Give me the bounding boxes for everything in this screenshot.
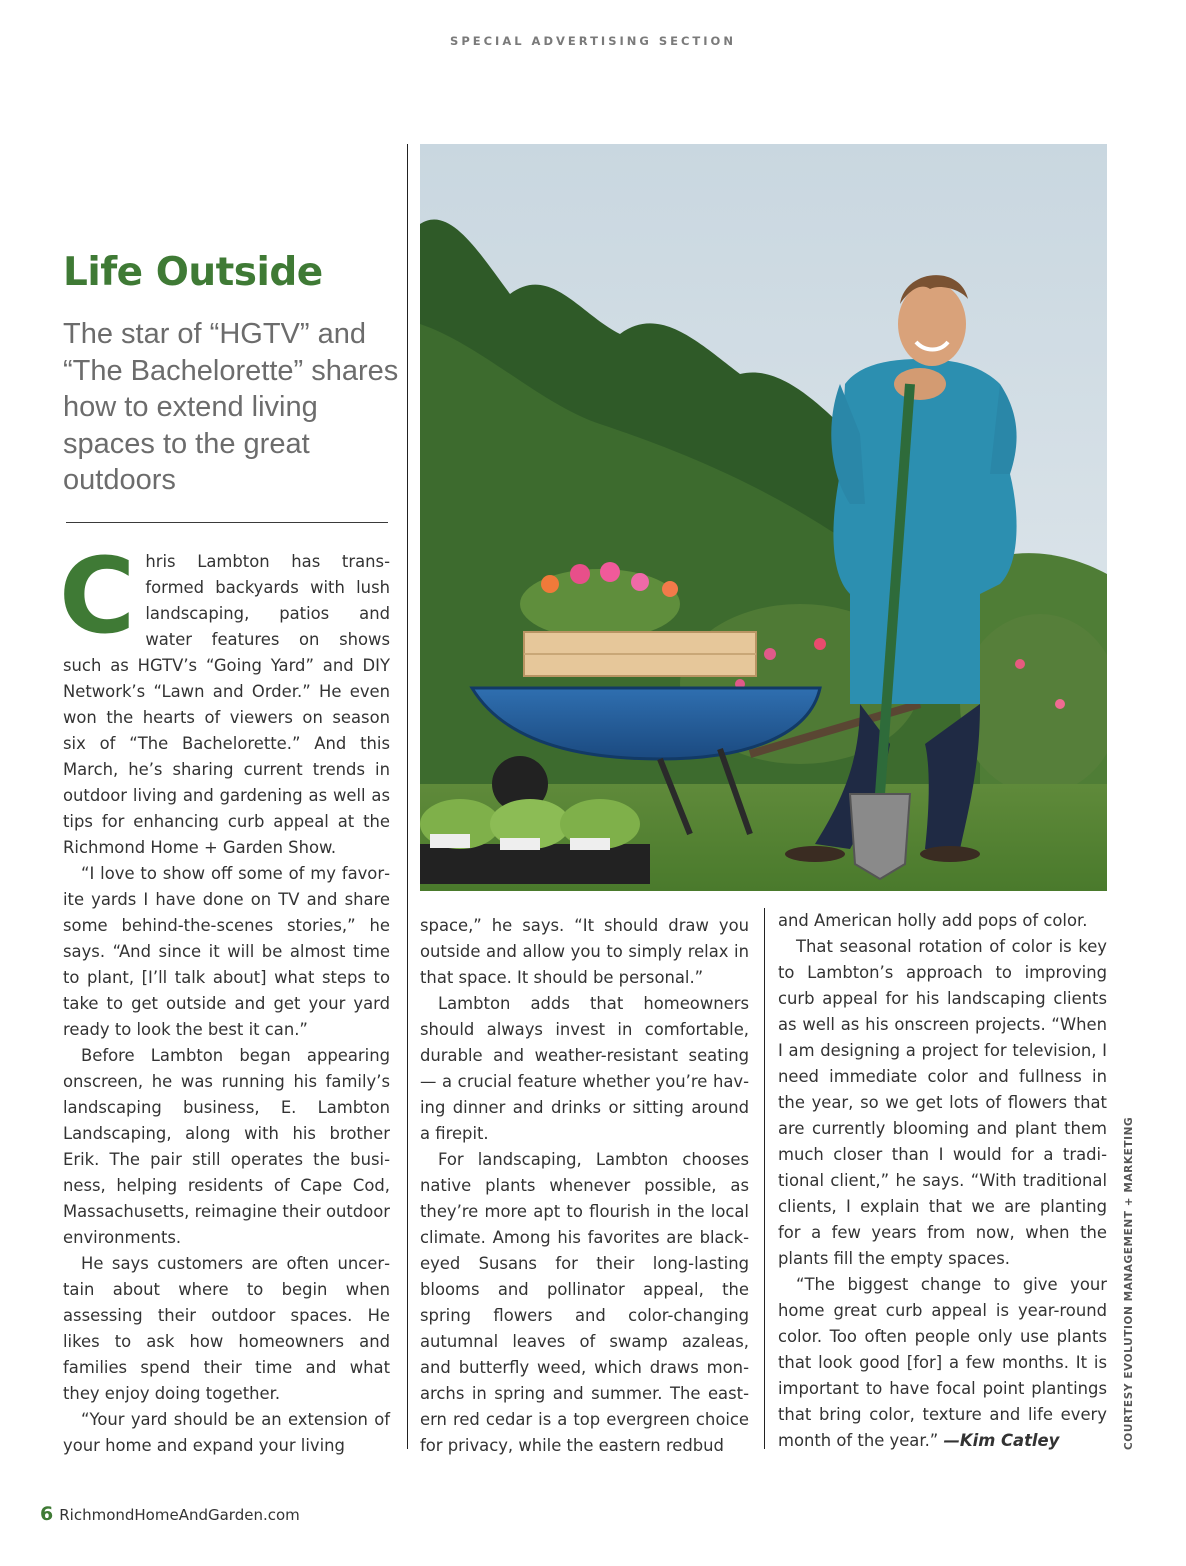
paragraph-text: “The biggest change to give your home great curb appeal is year-round color. Too often people only use plants that look good [for] a few months. It is important to have focal point plantings that bring color, texture and life every month of the year.” [778, 1275, 1107, 1450]
photo-credit: COURTESY EVOLUTION MANAGEMENT + MARKETING [1123, 1116, 1135, 1450]
body-paragraph: That seasonal rotation of color is key to Lambton’s approach to improving curb appeal for his landscaping clients as well as his onscreen projects. “When I am designing a project for television, I need immediate color and fullness in the year, so we get lots of flowers that are currently blooming and plant them much closer than I would for a traditional client,” he says. “With traditional clients, I explain that we are planting for a few years from now, when the plants fill the empty spaces. [778, 937, 1107, 1268]
body-paragraph: and American holly add pops of color. [778, 911, 1088, 930]
body-paragraph: “Your yard should be an extension of your home and expand your living [63, 1410, 390, 1455]
body-column-3 [778, 908, 1107, 1454]
body-paragraph: Before Lambton began appearing onscreen, he was running his family’s landscaping business, E. Lambton Landscaping, along with his brother Erik. The pair still operates the business, helping residents of Cape Cod, Massachusetts, reimagine their outdoor environments. [63, 1046, 390, 1247]
article-deck: The star of “HGTV” and “The Bachelorette” shares how to extend living spaces to the great outdoors [63, 318, 399, 496]
author-byline: —Kim Catley [943, 1431, 1060, 1450]
body-paragraph: space,” he says. “It should draw you outside and allow you to simply relax in that space. It should be personal.” [420, 916, 749, 987]
body-paragraph: For landscaping, Lambton chooses native plants whenever possible, as they’re more apt to flourish in the local climate. Among his favorites are black-eyed Susans for their long-lasting blooms and pollinator appeal, the spring flowers and color-changing autumnal leaves of swamp azaleas, and butterfly weed, which draws monarchs in spring and summer. The eastern red cedar is a top evergreen choice for privacy, while the eastern redbud [420, 1150, 749, 1455]
section-header: SPECIAL ADVERTISING SECTION [450, 34, 736, 48]
title-rule [66, 522, 388, 523]
feature-photo [420, 144, 1107, 891]
drop-cap: C [59, 535, 136, 657]
body-paragraph [59, 535, 390, 861]
body-column-1 [59, 535, 390, 1459]
photo-illustration [420, 144, 1107, 891]
body-paragraph: “I love to show off some of my favorite yards I have done on TV and share some behind-the-scenes stories,” he says. “And since it will be almost time to plant, [I’ll talk about] what steps to take to get outside and get your yard ready to look the best it can.” [63, 864, 390, 1039]
page-footer [40, 1503, 300, 1525]
column-divider [764, 908, 765, 1449]
website-url: RichmondHomeAndGarden.com [59, 1506, 300, 1524]
body-paragraph: Lambton adds that homeowners should always invest in comfortable, durable and weather-resistant seating — a crucial feature whether you’re having dinner and drinks or sitting around a firepit. [420, 994, 749, 1143]
article-title: Life Outside [63, 250, 323, 295]
paragraph-text: hris Lambton has transformed backyards with lush landscaping, patios and water features on shows such as HGTV’s “Going Yard” and DIY Network’s “Lawn and Order.” He even won the hearts of viewers on season six of “The Bachelorette.” And this March, he’s sharing current trends in outdoor living and gardening as well as tips for enhancing curb appeal at the Richmond Home + Garden Show. [63, 552, 390, 857]
body-column-2 [420, 913, 749, 1459]
column-divider [407, 144, 408, 1449]
page-number: 6 [40, 1503, 54, 1525]
body-paragraph [778, 1272, 1107, 1454]
body-paragraph: He says customers are often uncertain about where to begin when assessing their outdoor spaces. He likes to ask how homeowners and families spend their time and what they enjoy doing together. [63, 1254, 390, 1403]
